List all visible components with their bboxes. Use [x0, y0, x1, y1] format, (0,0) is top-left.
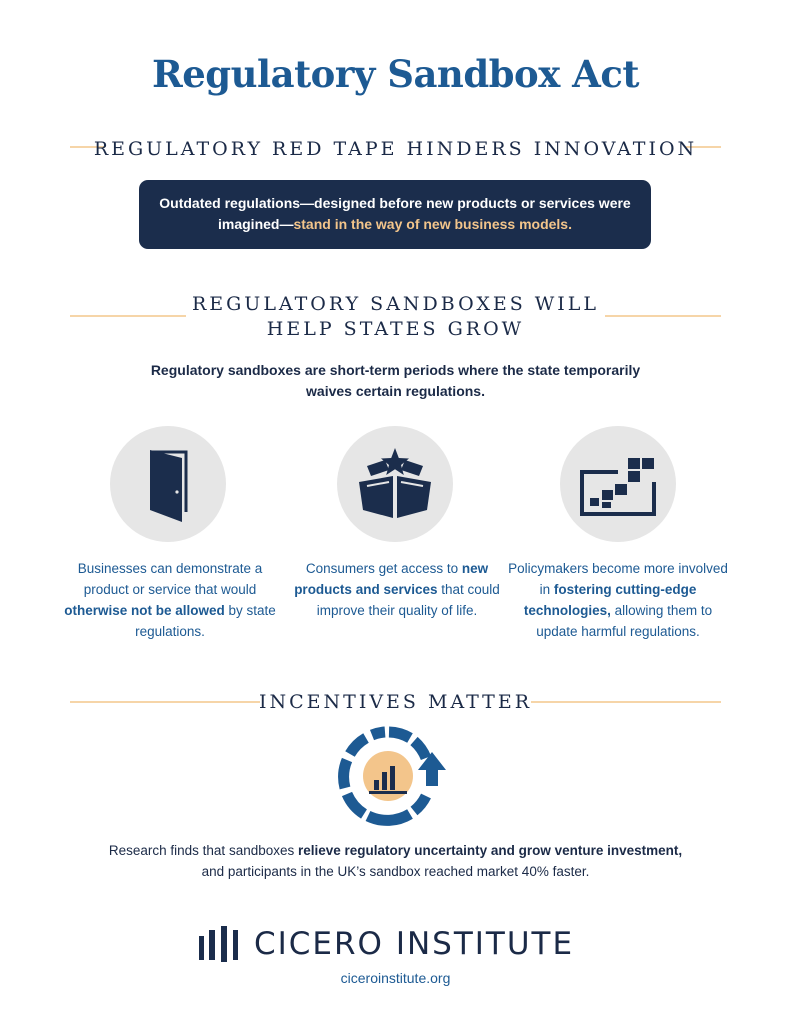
benefit-text-policymakers: [508, 558, 728, 642]
benefit-text-part: Consumers get access to: [305, 561, 462, 576]
benefit-text-part: Businesses can demonstrate a product or service that would: [77, 561, 263, 597]
cicero-logo: [196, 924, 616, 964]
research-text-part: and participants in the UK’s sandbox reached market 40% faster.: [201, 864, 590, 879]
callout-text: Outdated regulations—designed before new products or services were imagined—: [159, 195, 631, 232]
benefit-text-bold: new products and services: [294, 561, 489, 597]
growth-chart-icon: [330, 726, 450, 826]
logo-text: CICERO INSTITUTE: [254, 926, 575, 962]
section-heading-text: INCENTIVES MATTER: [259, 691, 532, 713]
tech-icon-circle: [560, 426, 676, 542]
pillars-logo-icon: [196, 926, 242, 962]
section-heading-red-tape: [0, 137, 791, 162]
section-heading-line2: HELP STATES GROW: [266, 318, 525, 340]
benefit-text-bold: fostering cutting-edge technologies,: [523, 582, 697, 618]
benefit-text-part: Policymakers become more involved in: [508, 561, 728, 597]
door-icon-circle: [110, 426, 226, 542]
box-star-icon: [337, 426, 453, 542]
section-heading-line1: REGULATORY SANDBOXES WILL: [191, 293, 600, 315]
benefit-text-bold: otherwise not be allowed: [64, 603, 225, 618]
benefit-text-part: by state regulations.: [135, 603, 276, 639]
research-text-bold: relieve regulatory uncertainty and grow venture investment,: [298, 843, 683, 858]
benefit-text-part: that could improve their quality of life.: [316, 582, 500, 618]
website-url[interactable]: ciceroinstitute.org: [340, 970, 451, 986]
benefit-text-part: allowing them to update harmful regulations.: [536, 603, 713, 639]
benefit-text-businesses: [60, 558, 280, 642]
section-heading-incentives: [0, 690, 791, 715]
benefit-text-consumers: [287, 558, 507, 621]
box-icon-circle: [337, 426, 453, 542]
door-icon: [110, 426, 226, 542]
callout-box: [139, 180, 651, 249]
section-heading-text: REGULATORY RED TAPE HINDERS INNOVATION: [93, 138, 698, 160]
page-title: Regulatory Sandbox Act: [151, 52, 640, 96]
research-text: [100, 840, 691, 882]
research-text-part: Research finds that sandboxes: [108, 843, 298, 858]
tech-blocks-icon: [560, 426, 676, 542]
callout-highlight: stand in the way of new business models.: [293, 216, 572, 232]
intro-text: Regulatory sandboxes are short-term periods where the state temporarily waives certain regulations.: [150, 362, 641, 399]
section-heading-sandboxes: [0, 292, 791, 342]
